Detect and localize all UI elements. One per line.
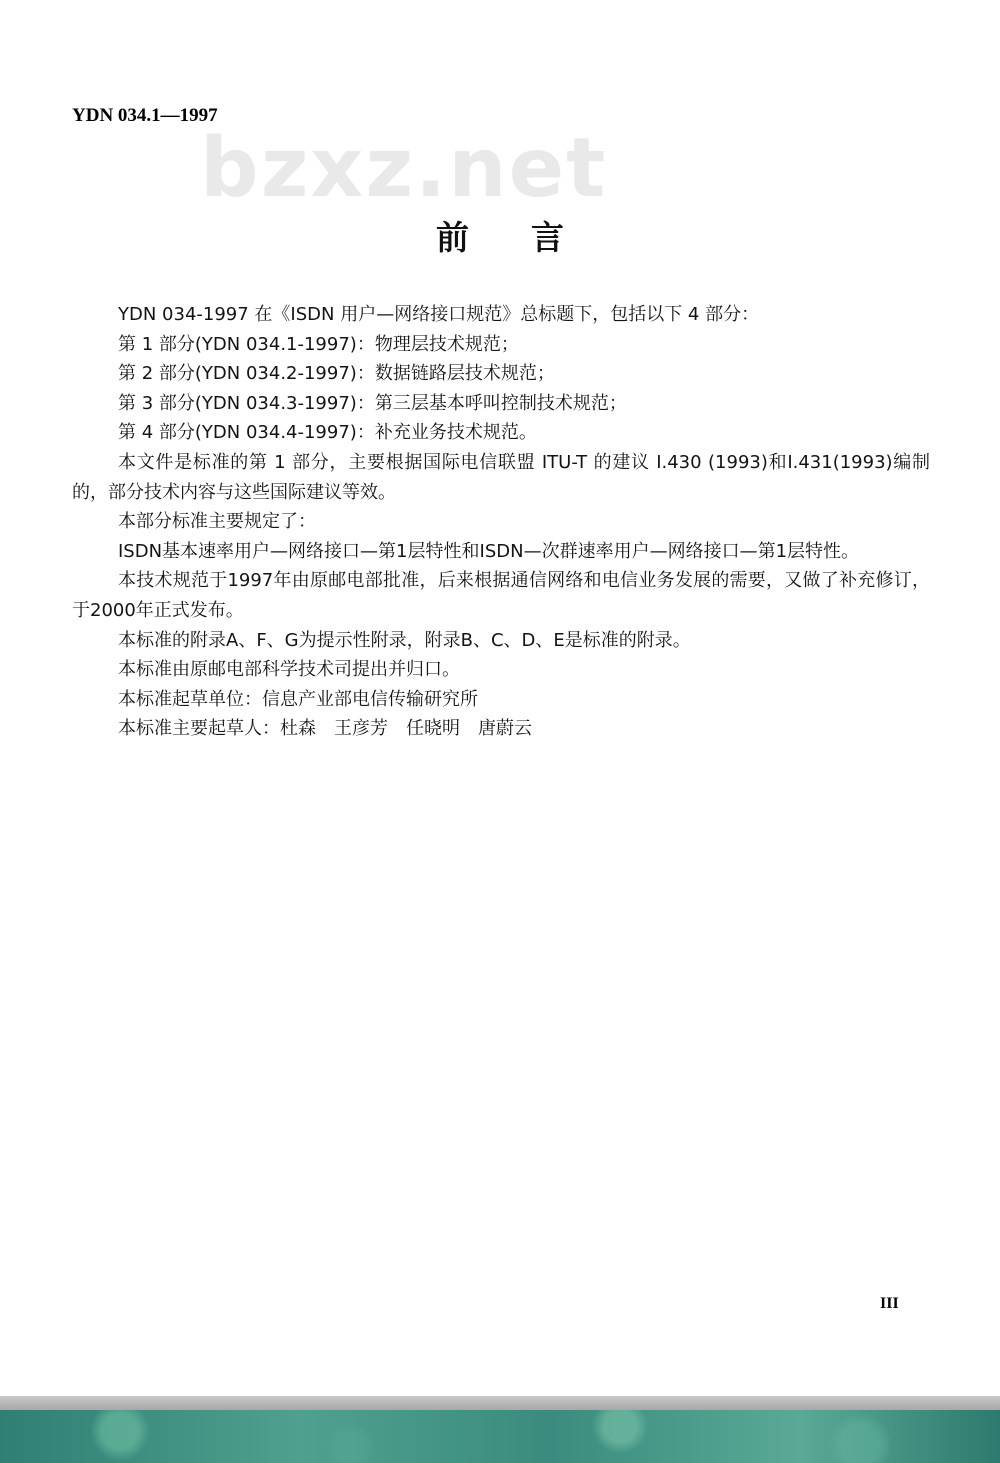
page-edge-divider [0,1396,1000,1410]
document-code: YDN 034.1—1997 [72,105,218,126]
paragraph-scope: ISDN基本速率用户—网络接口—第1层特性和ISDN—次群速率用户—网络接口—第1层特性。 [118,540,860,562]
paragraph-history: 本技术规范于1997年由原邮电部批准，后来根据通信网络和电信业务发展的需要，又做了补充修订，于2000年正式发布。 [72,570,930,621]
paragraph-scope-intro: 本部分标准主要规定了： [118,511,316,533]
watermark-text: bzxz.net [200,121,608,216]
paragraph-drafters: 本标准主要起草人：杜森 王彦芳 任晓明 唐蔚云 [118,718,532,740]
page-title: 前言 [436,218,626,257]
paragraph-part-3: 第 3 部分(YDN 034.3-1997)：第三层基本呼叫控制技术规范； [118,392,627,414]
paragraph-part-4: 第 4 部分(YDN 034.4-1997)：补充业务技术规范。 [118,422,537,444]
paragraph-part-2: 第 2 部分(YDN 034.2-1997)：数据链路层技术规范； [118,363,555,385]
paragraph-drafting-unit: 本标准起草单位：信息产业部电信传输研究所 [118,688,478,710]
paragraph-proposer: 本标准由原邮电部科学技术司提出并归口。 [118,659,460,681]
paragraph-annexes: 本标准的附录A、F、G为提示性附录，附录B、C、D、E是标准的附录。 [118,629,691,651]
page-number: III [880,1295,899,1312]
paragraph-basis: 本文件是标准的第 1 部分，主要根据国际电信联盟 ITU-T 的建议 I.430 (1993)和I.431(1993)编制的，部分技术内容与这些国际建议等效。 [72,451,930,503]
paragraph-overview: YDN 034-1997 在《ISDN 用户—网络接口规范》总标题下，包括以下 4 部分： [118,304,760,325]
decorative-footer-band [0,1410,1000,1463]
preface-body [72,300,930,744]
paragraph-part-1: 第 1 部分(YDN 034.1-1997)：物理层技术规范； [118,333,519,355]
